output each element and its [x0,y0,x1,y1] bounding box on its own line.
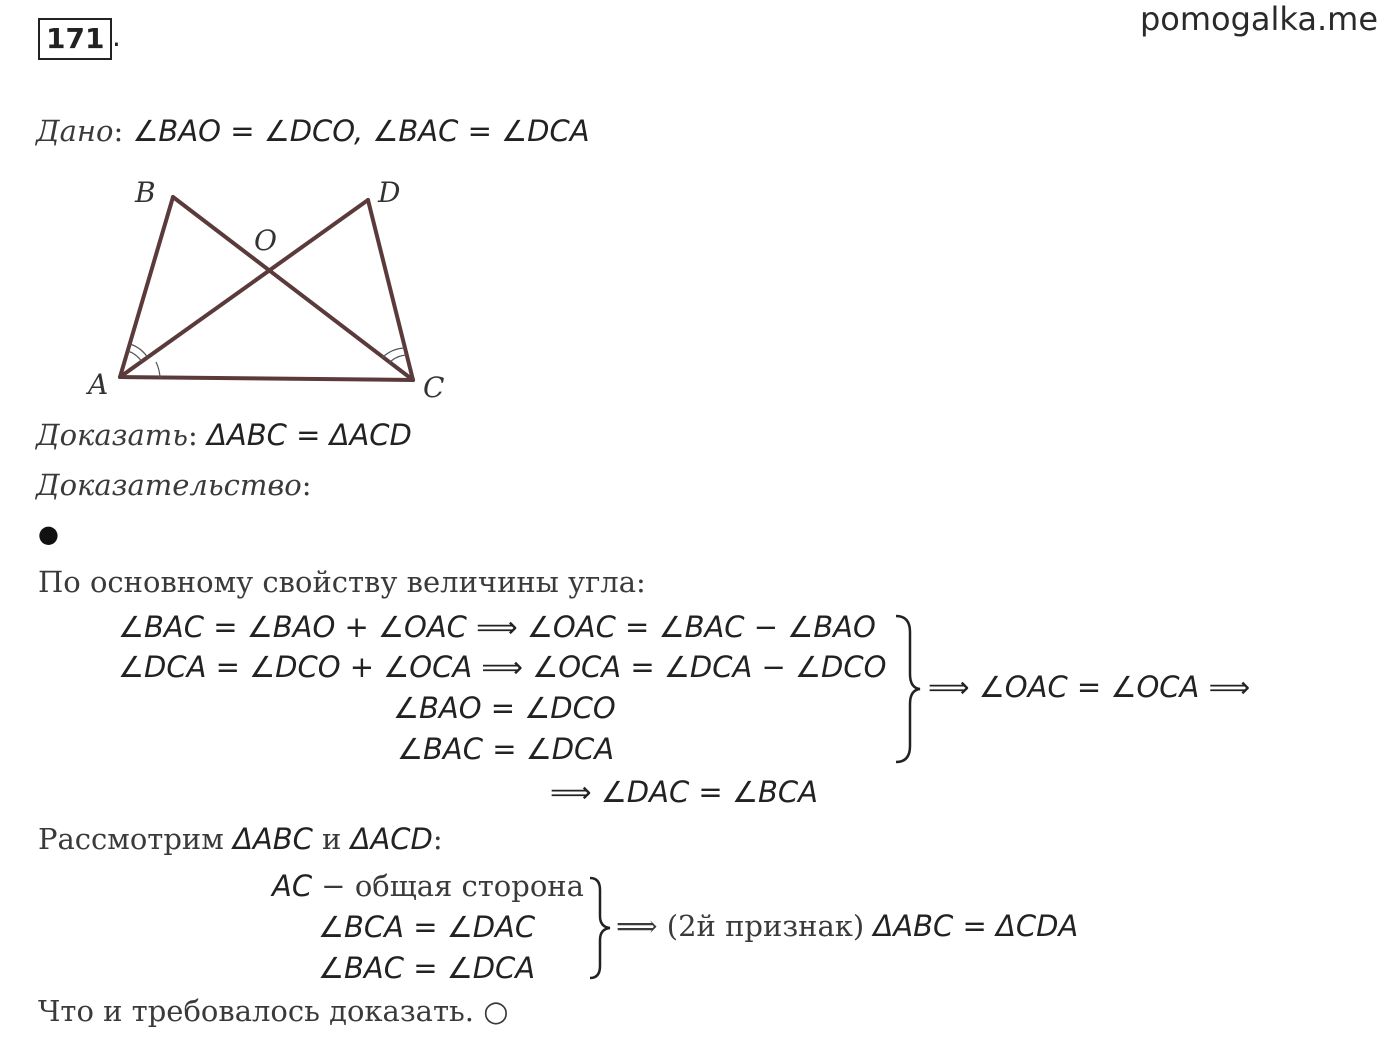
angle-arc-A-outer [130,344,148,358]
task-number-dot: . [112,20,121,53]
system2-line-2: ∠BCA = ∠DAC [318,910,536,944]
system1-line-2: ∠DCA = ∠DCO + ∠OCA ⟹ ∠OCA = ∠DCA − ∠DCO [118,650,887,684]
system2-side-text: − общая сторона [312,869,584,903]
segment-AB [120,197,173,377]
segment-BC [173,197,413,380]
proof-end: Что и требовалось доказать. ○ [38,994,509,1028]
task-number-box [38,18,112,60]
prove-colon: : [188,418,208,452]
vertex-label-D: D [378,176,401,209]
system2-result-prefix: ⟹ (2й признак) [616,909,874,943]
proof-bullet: ● [38,520,59,548]
consider-line [38,822,443,856]
proof-label: Доказательство [36,468,302,502]
consider-triangle-2: ΔACD [350,822,433,856]
proof-colon: : [301,468,312,502]
system1-result: ⟹ ∠OAC = ∠OCA ⟹ [928,670,1251,704]
site-watermark[interactable]: pomogalka.me [1139,0,1378,38]
prove-label: Доказать [36,418,189,452]
vertex-label-A: A [88,368,109,401]
system2-line-1 [272,869,584,903]
task-number: 171 [46,22,105,55]
system1-line-3: ∠BAO = ∠DCO [393,691,616,725]
given-colon: : [113,114,133,148]
given-label: Дано [36,114,114,148]
prove-line [36,418,412,453]
system2-result-math: ΔABC = ΔCDA [873,909,1079,943]
consider-triangle-1: ΔABC [233,822,313,856]
system1-line-4: ∠BAC = ∠DCA [397,732,615,766]
system2-brace [586,876,614,980]
segment-AD [120,200,368,377]
vertex-label-B: B [135,176,156,209]
given-text: ∠BAO = ∠DCO, ∠BAC = ∠DCA [132,114,590,148]
consider-and: и [312,822,351,856]
system1-line-1: ∠BAC = ∠BAO + ∠OAC ⟹ ∠OAC = ∠BAC − ∠BAO [118,610,876,644]
system2-result [616,909,1078,943]
segment-AC [120,377,413,380]
triangle-figure [80,172,460,412]
proof-label-line [36,468,312,503]
system2-line-3: ∠BAC = ∠DCA [318,951,536,985]
prove-text: ΔABC = ΔACD [207,418,412,452]
consider-prefix: Рассмотрим [38,822,234,856]
proof-intro: По основному свойству величины угла: [38,565,646,599]
vertex-label-O: O [254,224,277,257]
system2-side-math: AC [272,869,313,903]
given-line [36,114,590,149]
system1-brace [892,614,924,764]
consider-suffix: : [432,822,443,856]
conclusion1: ⟹ ∠DAC = ∠BCA [550,775,818,809]
vertex-label-C: C [423,371,445,404]
